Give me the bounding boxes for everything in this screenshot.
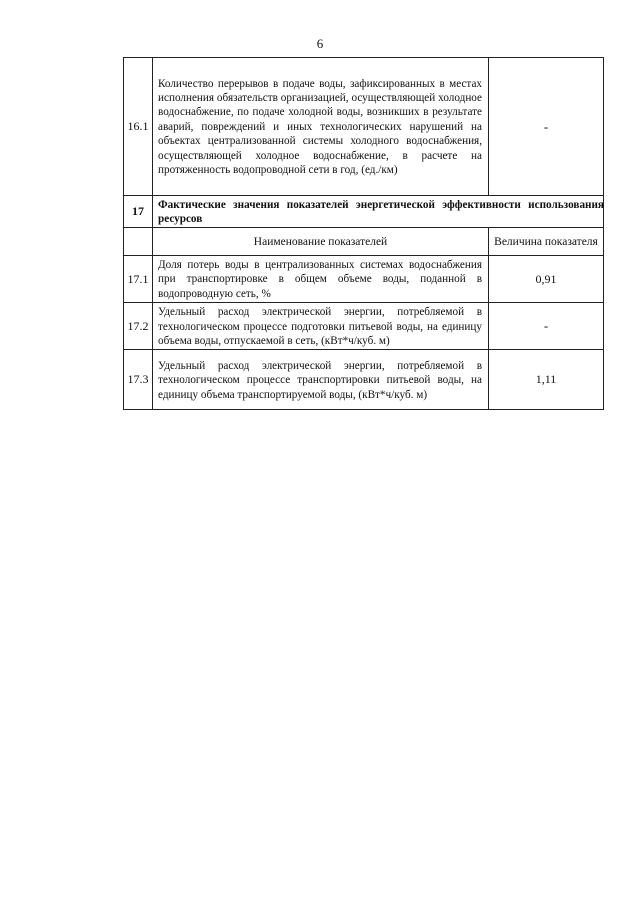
header-name: Наименование показателей (153, 228, 489, 256)
section-row (124, 196, 604, 228)
section-title: Фактические значения показателей энергетической эффективности использования ресурсов (158, 199, 604, 225)
table-row (124, 303, 604, 350)
table-row (124, 256, 604, 303)
row-name-cell (153, 58, 489, 196)
row-name: Удельный расход электрической энергии, потребляемой в технологическом процессе подготовки питьевой воды, на единицу объема воды, отпускаемой в сеть, (кВт*ч/куб. м) (158, 306, 482, 348)
indicators-table (123, 57, 604, 410)
header-row (124, 228, 604, 256)
table-row (124, 58, 604, 196)
section-title-cell (153, 196, 604, 228)
page-number: 6 (316, 36, 324, 51)
section-number: 17 (124, 196, 153, 228)
row-number: 17.2 (124, 303, 153, 350)
row-name: Количество перерывов в подаче воды, зафиксированных в местах исполнения обязательств организацией, осуществляющей холодное водоснабжение, по подаче холодной воды, возникших в результате аварий, повреждений и иных технологических нарушений на объектах централизованной системы холодного водоснабжения, осуществляющей холодное водоснабжение, в расчете на протяженность водопроводной сети в год, (ед./км) (158, 77, 482, 177)
row-value: 0,91 (489, 256, 604, 303)
row-number: 16.1 (124, 58, 153, 196)
table-row (124, 350, 604, 410)
row-number: 17.1 (124, 256, 153, 303)
row-name-cell (153, 350, 489, 410)
row-name-cell (153, 256, 489, 303)
row-value: 1,11 (489, 350, 604, 410)
row-value: - (489, 58, 604, 196)
row-value: - (489, 303, 604, 350)
row-name-cell (153, 303, 489, 350)
row-name: Доля потерь воды в централизованных системах водоснабжения при транспортировке в общем объеме воды, поданной в водопроводную сеть, % (158, 259, 482, 300)
header-number-cell (124, 228, 153, 256)
header-value: Величина показателя (489, 228, 604, 256)
row-name: Удельный расход электрической энергии, потребляемой в технологическом процессе транспортировки питьевой воды, на единицу объема транспортируемой воды, (кВт*ч/куб. м) (158, 359, 482, 401)
row-number: 17.3 (124, 350, 153, 410)
